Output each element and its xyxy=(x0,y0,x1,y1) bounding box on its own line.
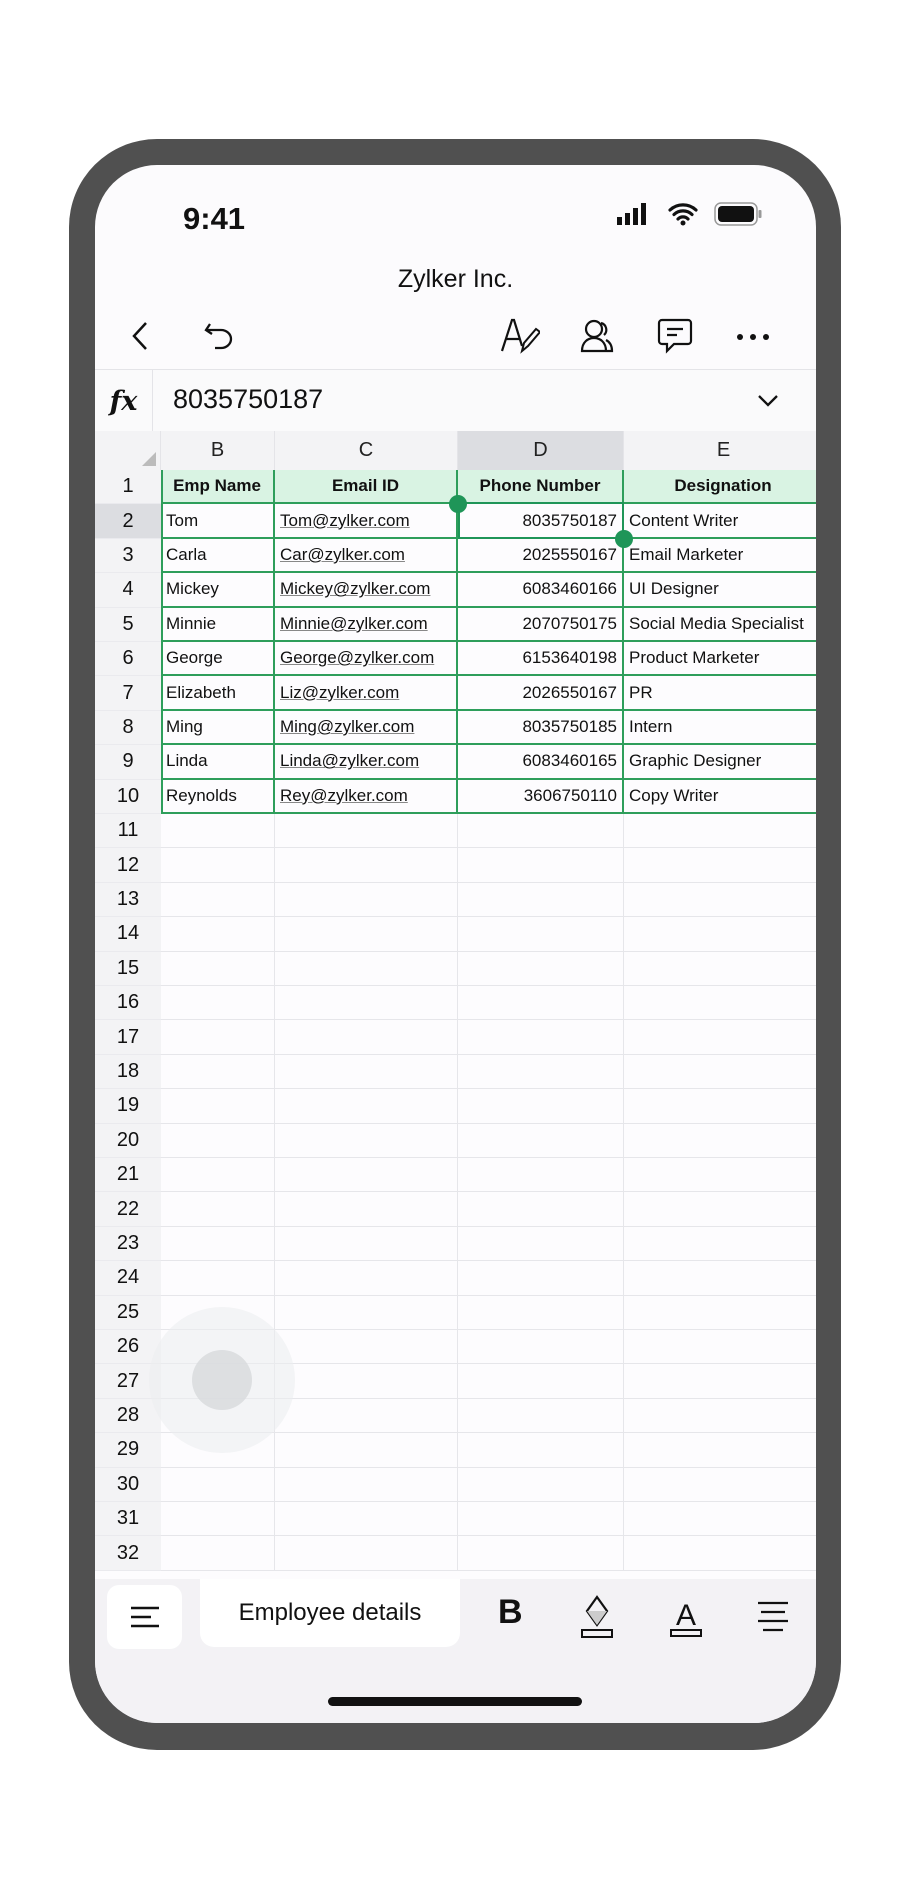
cell[interactable] xyxy=(624,1124,816,1158)
document-title: Zylker Inc. xyxy=(397,265,514,293)
cell[interactable] xyxy=(275,986,458,1020)
table-cell[interactable]: Car@zylker.com xyxy=(275,539,458,573)
cell[interactable] xyxy=(624,1055,816,1089)
cell[interactable] xyxy=(458,1330,624,1364)
table-cell[interactable]: 8035750185 xyxy=(458,711,624,745)
row-header-1[interactable]: 1 xyxy=(95,470,161,504)
row-header-14[interactable]: 14 xyxy=(95,917,161,951)
cell[interactable] xyxy=(275,1330,458,1364)
text-format-icon[interactable] xyxy=(500,317,540,355)
cell[interactable] xyxy=(624,952,816,986)
cell[interactable] xyxy=(275,1158,458,1192)
cell[interactable] xyxy=(458,1536,624,1570)
table-header-cell[interactable]: Phone Number xyxy=(458,470,624,504)
row-header-24[interactable]: 24 xyxy=(95,1261,161,1295)
row-header-9[interactable]: 9 xyxy=(95,745,161,779)
row-header-23[interactable]: 23 xyxy=(95,1227,161,1261)
table-cell[interactable]: Linda@zylker.com xyxy=(275,745,458,779)
cell[interactable] xyxy=(275,1296,458,1330)
wifi-icon xyxy=(668,202,698,226)
table-cell[interactable]: George xyxy=(161,642,275,676)
svg-text:A: A xyxy=(675,1599,697,1632)
table-cell[interactable]: PR xyxy=(624,676,816,710)
menu-icon xyxy=(129,1605,161,1629)
row-header-26[interactable]: 26 xyxy=(95,1330,161,1364)
cell[interactable] xyxy=(458,1261,624,1295)
cell[interactable] xyxy=(624,1261,816,1295)
sheets-menu-button[interactable] xyxy=(107,1585,182,1649)
row-header-4[interactable]: 4 xyxy=(95,573,161,607)
cell[interactable] xyxy=(624,917,816,951)
cell[interactable] xyxy=(275,1227,458,1261)
cell[interactable] xyxy=(624,1089,816,1123)
cell[interactable] xyxy=(458,1020,624,1054)
row-header-21[interactable]: 21 xyxy=(95,1158,161,1192)
more-icon[interactable] xyxy=(736,325,770,349)
row-header-2[interactable]: 2 xyxy=(95,504,161,538)
row-header-5[interactable]: 5 xyxy=(95,608,161,642)
row-header-30[interactable]: 30 xyxy=(95,1468,161,1502)
row-header-20[interactable]: 20 xyxy=(95,1124,161,1158)
cell[interactable] xyxy=(275,1124,458,1158)
cell[interactable] xyxy=(624,1020,816,1054)
cell[interactable] xyxy=(458,917,624,951)
cell[interactable] xyxy=(458,883,624,917)
cell[interactable] xyxy=(624,1192,816,1226)
cell[interactable] xyxy=(161,1020,275,1054)
cell[interactable] xyxy=(275,1468,458,1502)
row-header-10[interactable]: 10 xyxy=(95,780,161,814)
row-header-17[interactable]: 17 xyxy=(95,1020,161,1054)
table-cell[interactable]: Content Writer xyxy=(624,504,816,538)
cell[interactable] xyxy=(275,848,458,882)
table-cell[interactable]: 2025550167 xyxy=(458,539,624,573)
table-cell[interactable]: Ming@zylker.com xyxy=(275,711,458,745)
cell[interactable] xyxy=(458,1468,624,1502)
cell[interactable] xyxy=(161,1192,275,1226)
cell[interactable] xyxy=(624,1364,816,1398)
table-cell[interactable]: 2026550167 xyxy=(458,676,624,710)
table-header-cell[interactable]: Email ID xyxy=(275,470,458,504)
table-cell[interactable]: Liz@zylker.com xyxy=(275,676,458,710)
table-cell[interactable]: 6083460166 xyxy=(458,573,624,607)
cell[interactable] xyxy=(458,952,624,986)
cell[interactable] xyxy=(161,883,275,917)
formula-input[interactable]: 8035750187 xyxy=(173,384,324,414)
bold-button[interactable]: B xyxy=(498,1593,523,1631)
cell[interactable] xyxy=(161,1227,275,1261)
cell[interactable] xyxy=(275,1502,458,1536)
row-header-19[interactable]: 19 xyxy=(95,1089,161,1123)
table-header-cell[interactable]: Designation xyxy=(624,470,816,504)
cell[interactable] xyxy=(275,1192,458,1226)
cell[interactable] xyxy=(275,1020,458,1054)
column-header-d[interactable]: D xyxy=(458,431,624,470)
table-cell[interactable]: George@zylker.com xyxy=(275,642,458,676)
row-header-29[interactable]: 29 xyxy=(95,1433,161,1467)
undo-icon[interactable] xyxy=(203,319,237,353)
cell[interactable] xyxy=(624,1296,816,1330)
cell[interactable] xyxy=(624,1433,816,1467)
row-header-16[interactable]: 16 xyxy=(95,986,161,1020)
column-header-b[interactable]: B xyxy=(161,431,275,470)
cell[interactable] xyxy=(161,986,275,1020)
cell[interactable] xyxy=(161,1055,275,1089)
row-header-15[interactable]: 15 xyxy=(95,952,161,986)
formula-bar xyxy=(95,369,816,431)
sheet-tab[interactable]: Employee details xyxy=(200,1579,460,1647)
cell[interactable] xyxy=(275,1089,458,1123)
cell[interactable] xyxy=(458,1055,624,1089)
cell[interactable] xyxy=(458,1296,624,1330)
table-cell[interactable]: Rey@zylker.com xyxy=(275,780,458,814)
row-header-12[interactable]: 12 xyxy=(95,848,161,882)
home-indicator xyxy=(328,1697,582,1706)
table-cell[interactable]: 3606750110 xyxy=(458,780,624,814)
cell[interactable] xyxy=(624,1468,816,1502)
cell[interactable] xyxy=(458,1089,624,1123)
row-header-31[interactable]: 31 xyxy=(95,1502,161,1536)
table-left-border xyxy=(161,470,163,814)
table-header-cell[interactable]: Emp Name xyxy=(161,470,275,504)
column-header-c[interactable]: C xyxy=(275,431,458,470)
row-header-11[interactable]: 11 xyxy=(95,814,161,848)
cell[interactable] xyxy=(458,986,624,1020)
table-cell[interactable]: Reynolds xyxy=(161,780,275,814)
selected-cell-outline xyxy=(458,502,624,538)
row-header-8[interactable]: 8 xyxy=(95,711,161,745)
cell[interactable] xyxy=(161,1536,275,1570)
cell[interactable] xyxy=(161,1089,275,1123)
table-cell[interactable]: Tom xyxy=(161,504,275,538)
cell[interactable] xyxy=(624,1399,816,1433)
table-cell[interactable]: UI Designer xyxy=(624,573,816,607)
cell[interactable] xyxy=(624,1502,816,1536)
table-cell[interactable]: Tom@zylker.com xyxy=(275,504,458,538)
cell[interactable] xyxy=(458,1364,624,1398)
cell[interactable] xyxy=(161,1502,275,1536)
comment-icon[interactable] xyxy=(657,317,693,355)
table-cell[interactable]: 8035750187 xyxy=(458,504,624,538)
cell[interactable] xyxy=(458,814,624,848)
cell[interactable] xyxy=(275,1536,458,1570)
cell[interactable] xyxy=(275,1364,458,1398)
cell[interactable] xyxy=(458,1227,624,1261)
cell[interactable] xyxy=(624,814,816,848)
table-cell[interactable]: Linda xyxy=(161,745,275,779)
row-header-13[interactable]: 13 xyxy=(95,883,161,917)
cell[interactable] xyxy=(161,1124,275,1158)
cell[interactable] xyxy=(275,1433,458,1467)
cell[interactable] xyxy=(458,1433,624,1467)
cell[interactable] xyxy=(275,952,458,986)
chevron-down-icon[interactable] xyxy=(756,390,780,412)
cell[interactable] xyxy=(458,1399,624,1433)
row-header-27[interactable]: 27 xyxy=(95,1364,161,1398)
cell[interactable] xyxy=(161,917,275,951)
navigation-joystick[interactable] xyxy=(149,1307,295,1453)
cell[interactable] xyxy=(624,848,816,882)
row-header-28[interactable]: 28 xyxy=(95,1399,161,1433)
cell[interactable] xyxy=(624,1227,816,1261)
fill-color-icon[interactable] xyxy=(579,1595,615,1639)
signal-icon xyxy=(617,203,649,225)
cell[interactable] xyxy=(458,848,624,882)
cell[interactable] xyxy=(624,1536,816,1570)
row-header-25[interactable]: 25 xyxy=(95,1296,161,1330)
table-cell[interactable]: Minnie@zylker.com xyxy=(275,608,458,642)
table-cell[interactable]: 6153640198 xyxy=(458,642,624,676)
table-cell[interactable]: Product Marketer xyxy=(624,642,816,676)
table-cell[interactable]: Elizabeth xyxy=(161,676,275,710)
function-icon[interactable]: fx xyxy=(95,370,153,432)
table-cell[interactable]: Copy Writer xyxy=(624,780,816,814)
table-cell[interactable]: Graphic Designer xyxy=(624,745,816,779)
table-cell[interactable]: Mickey@zylker.com xyxy=(275,573,458,607)
phone-screen xyxy=(95,165,816,1723)
cell[interactable] xyxy=(624,1330,816,1364)
font-color-icon[interactable] xyxy=(668,1595,704,1639)
cell[interactable] xyxy=(458,1192,624,1226)
row-header-18[interactable]: 18 xyxy=(95,1055,161,1089)
table-cell[interactable]: Social Media Specialist xyxy=(624,608,816,642)
cell[interactable] xyxy=(161,1468,275,1502)
table-cell[interactable]: 6083460165 xyxy=(458,745,624,779)
back-icon[interactable] xyxy=(125,319,155,353)
column-header-e[interactable]: E xyxy=(624,431,816,470)
cell[interactable] xyxy=(161,1158,275,1192)
row-header-22[interactable]: 22 xyxy=(95,1192,161,1226)
selection-handle-end[interactable] xyxy=(615,530,633,548)
row-header-32[interactable]: 32 xyxy=(95,1536,161,1570)
cell[interactable] xyxy=(161,1261,275,1295)
cell[interactable] xyxy=(275,814,458,848)
cell[interactable] xyxy=(624,986,816,1020)
collaborators-icon[interactable] xyxy=(579,317,615,355)
table-cell[interactable]: Minnie xyxy=(161,608,275,642)
joystick-knob[interactable] xyxy=(192,1350,252,1410)
cell[interactable] xyxy=(458,1502,624,1536)
row-header-3[interactable]: 3 xyxy=(95,539,161,573)
cell[interactable] xyxy=(275,1261,458,1295)
cell[interactable] xyxy=(161,952,275,986)
cell[interactable] xyxy=(624,1158,816,1192)
table-cell[interactable]: Mickey xyxy=(161,573,275,607)
row-header-6[interactable]: 6 xyxy=(95,642,161,676)
cell[interactable] xyxy=(624,883,816,917)
select-all-corner[interactable] xyxy=(95,431,161,470)
cell[interactable] xyxy=(275,883,458,917)
cell[interactable] xyxy=(161,848,275,882)
table-cell[interactable]: 2070750175 xyxy=(458,608,624,642)
table-cell[interactable]: Intern xyxy=(624,711,816,745)
cell[interactable] xyxy=(275,1055,458,1089)
cell[interactable] xyxy=(275,917,458,951)
cell[interactable] xyxy=(161,814,275,848)
cell[interactable] xyxy=(458,1158,624,1192)
battery-icon xyxy=(714,202,762,226)
table-cell[interactable]: Carla xyxy=(161,539,275,573)
table-cell[interactable]: Ming xyxy=(161,711,275,745)
cell[interactable] xyxy=(458,1124,624,1158)
align-icon[interactable] xyxy=(756,1597,790,1637)
status-time: 9:41 xyxy=(183,201,246,236)
cell[interactable] xyxy=(275,1399,458,1433)
row-header-7[interactable]: 7 xyxy=(95,676,161,710)
table-cell[interactable]: Email Marketer xyxy=(624,539,816,573)
